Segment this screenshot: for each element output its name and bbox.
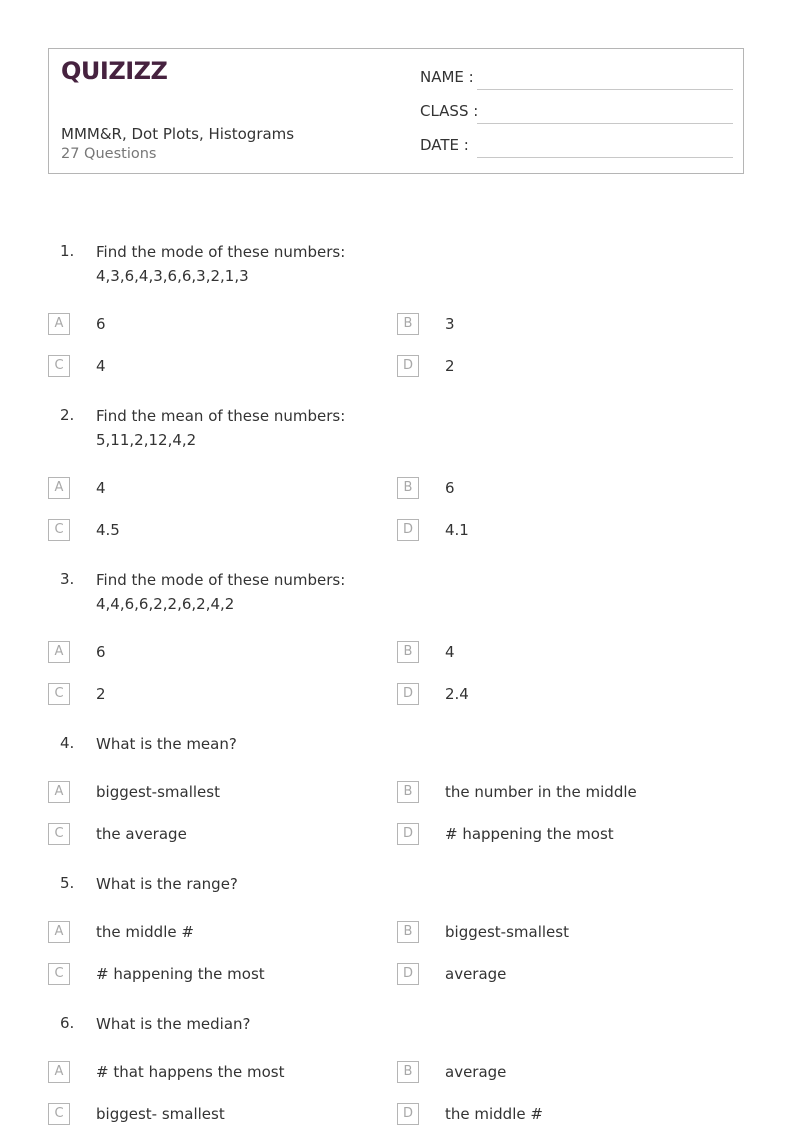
option-c-box[interactable]: C	[48, 963, 70, 985]
option-b-box[interactable]: B	[397, 781, 419, 803]
option-a-text: the middle #	[96, 923, 194, 941]
option-d-box[interactable]: D	[397, 963, 419, 985]
option-d-box[interactable]: D	[397, 519, 419, 541]
class-line[interactable]	[477, 123, 733, 124]
question-number: 5.	[60, 874, 75, 892]
option-d-text: 2.4	[445, 685, 469, 703]
option-c-text: # happening the most	[96, 965, 265, 983]
option-b-box[interactable]: B	[397, 477, 419, 499]
option-c-text: 2	[96, 685, 106, 703]
question-text-line: 4,3,6,4,3,6,6,3,2,1,3	[96, 267, 249, 285]
option-a-box[interactable]: A	[48, 313, 70, 335]
option-a-box[interactable]: A	[48, 1061, 70, 1083]
question-number: 6.	[60, 1014, 75, 1032]
question-text-line: 4,4,6,6,2,2,6,2,4,2	[96, 595, 235, 613]
option-c-box[interactable]: C	[48, 823, 70, 845]
option-d-text: average	[445, 965, 507, 983]
name-label: NAME :	[420, 68, 474, 86]
class-label: CLASS :	[420, 102, 479, 120]
option-b-text: 4	[445, 643, 455, 661]
option-a-text: # that happens the most	[96, 1063, 285, 1081]
question-count: 27 Questions	[61, 146, 157, 162]
option-a-text: 6	[96, 643, 106, 661]
question-text-line: Find the mode of these numbers:	[96, 571, 346, 589]
option-b-text: 6	[445, 479, 455, 497]
option-d-text: # happening the most	[445, 825, 614, 843]
option-b-box[interactable]: B	[397, 313, 419, 335]
worksheet-header	[48, 48, 744, 174]
option-d-box[interactable]: D	[397, 1103, 419, 1125]
option-b-box[interactable]: B	[397, 921, 419, 943]
option-a-box[interactable]: A	[48, 477, 70, 499]
date-line[interactable]	[477, 157, 733, 158]
option-a-box[interactable]: A	[48, 781, 70, 803]
quizizz-logo: QUIZIZZ	[61, 57, 168, 85]
question-text-line: Find the mode of these numbers:	[96, 243, 346, 261]
name-line[interactable]	[477, 89, 733, 90]
option-b-text: biggest-smallest	[445, 923, 569, 941]
option-c-box[interactable]: C	[48, 355, 70, 377]
option-a-text: biggest-smallest	[96, 783, 220, 801]
option-a-box[interactable]: A	[48, 921, 70, 943]
question-text-line: What is the range?	[96, 875, 238, 893]
option-c-box[interactable]: C	[48, 683, 70, 705]
option-b-text: average	[445, 1063, 507, 1081]
question-number: 1.	[60, 242, 75, 260]
question-number: 2.	[60, 406, 75, 424]
question-text-line: Find the mean of these numbers:	[96, 407, 346, 425]
option-d-text: 2	[445, 357, 455, 375]
question-text-line: What is the median?	[96, 1015, 251, 1033]
date-label: DATE :	[420, 136, 469, 154]
option-d-box[interactable]: D	[397, 823, 419, 845]
worksheet-title: MMM&R, Dot Plots, Histograms	[61, 125, 295, 143]
question-text-line: What is the mean?	[96, 735, 237, 753]
question-number: 4.	[60, 734, 75, 752]
option-b-text: the number in the middle	[445, 783, 637, 801]
option-c-box[interactable]: C	[48, 519, 70, 541]
question-number: 3.	[60, 570, 75, 588]
option-c-text: biggest- smallest	[96, 1105, 225, 1123]
option-c-text: the average	[96, 825, 187, 843]
option-d-box[interactable]: D	[397, 355, 419, 377]
option-a-box[interactable]: A	[48, 641, 70, 663]
option-b-box[interactable]: B	[397, 1061, 419, 1083]
option-d-box[interactable]: D	[397, 683, 419, 705]
option-c-text: 4	[96, 357, 106, 375]
question-text-line: 5,11,2,12,4,2	[96, 431, 197, 449]
option-a-text: 4	[96, 479, 106, 497]
option-c-box[interactable]: C	[48, 1103, 70, 1125]
option-d-text: the middle #	[445, 1105, 543, 1123]
option-a-text: 6	[96, 315, 106, 333]
option-b-text: 3	[445, 315, 455, 333]
option-d-text: 4.1	[445, 521, 469, 539]
option-b-box[interactable]: B	[397, 641, 419, 663]
option-c-text: 4.5	[96, 521, 120, 539]
